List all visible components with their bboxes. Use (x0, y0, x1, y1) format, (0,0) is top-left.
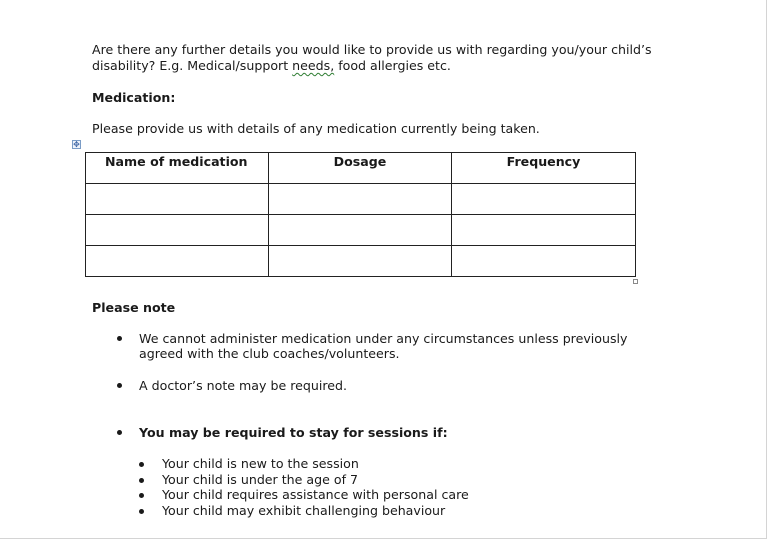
table-cell[interactable] (86, 184, 269, 215)
note-item-3: You may be required to stay for sessions if: (139, 425, 448, 440)
table-cell[interactable] (452, 215, 636, 246)
intro-line-2 (92, 58, 451, 74)
medication-heading: Medication: (92, 90, 176, 105)
bullet-icon (117, 336, 122, 341)
table-cell[interactable] (269, 246, 452, 277)
please-note-heading: Please note (92, 300, 176, 315)
header-dosage: Dosage (269, 153, 452, 184)
header-frequency: Frequency (452, 153, 636, 184)
intro-line-2-end: food allergies etc. (334, 58, 451, 73)
table-cell[interactable] (452, 184, 636, 215)
intro-line-1: Are there any further details you would like to provide us with regarding you/your child’s (92, 42, 652, 57)
table-cell[interactable] (269, 215, 452, 246)
sub-item-4: Your child may exhibit challenging behaviour (162, 503, 446, 518)
sub-item-3: Your child requires assistance with personal care (162, 487, 469, 502)
spellcheck-flagged-word[interactable]: needs, (292, 58, 335, 73)
sub-item-2: Your child is under the age of 7 (162, 472, 359, 487)
medication-table (85, 152, 636, 277)
table-header-row (86, 153, 636, 184)
intro-line-2-start: disability? E.g. Medical/support (92, 58, 293, 73)
bullet-icon (117, 383, 122, 388)
table-row (86, 215, 636, 246)
note-item-1-line-1: We cannot administer medication under any circumstances unless previously (139, 331, 628, 346)
bullet-icon (117, 430, 122, 435)
table-move-handle-icon[interactable]: ✥ (73, 140, 80, 149)
note-item-2: A doctor’s note may be required. (139, 378, 347, 393)
table-cell[interactable] (452, 246, 636, 277)
table-row (86, 246, 636, 277)
table-cell[interactable] (86, 215, 269, 246)
bullet-icon (139, 493, 144, 498)
table-cell[interactable] (269, 184, 452, 215)
table-resize-handle[interactable] (633, 279, 638, 284)
table-row (86, 184, 636, 215)
header-name-of-medication: Name of medication (86, 153, 269, 184)
note-item-1-line-2: agreed with the club coaches/volunteers. (139, 346, 400, 361)
sub-item-1: Your child is new to the session (162, 456, 359, 471)
bullet-icon (139, 478, 144, 483)
table-cell[interactable] (86, 246, 269, 277)
bullet-icon (139, 462, 144, 467)
medication-instruction: Please provide us with details of any medication currently being taken. (92, 121, 540, 136)
bullet-icon (139, 509, 144, 514)
